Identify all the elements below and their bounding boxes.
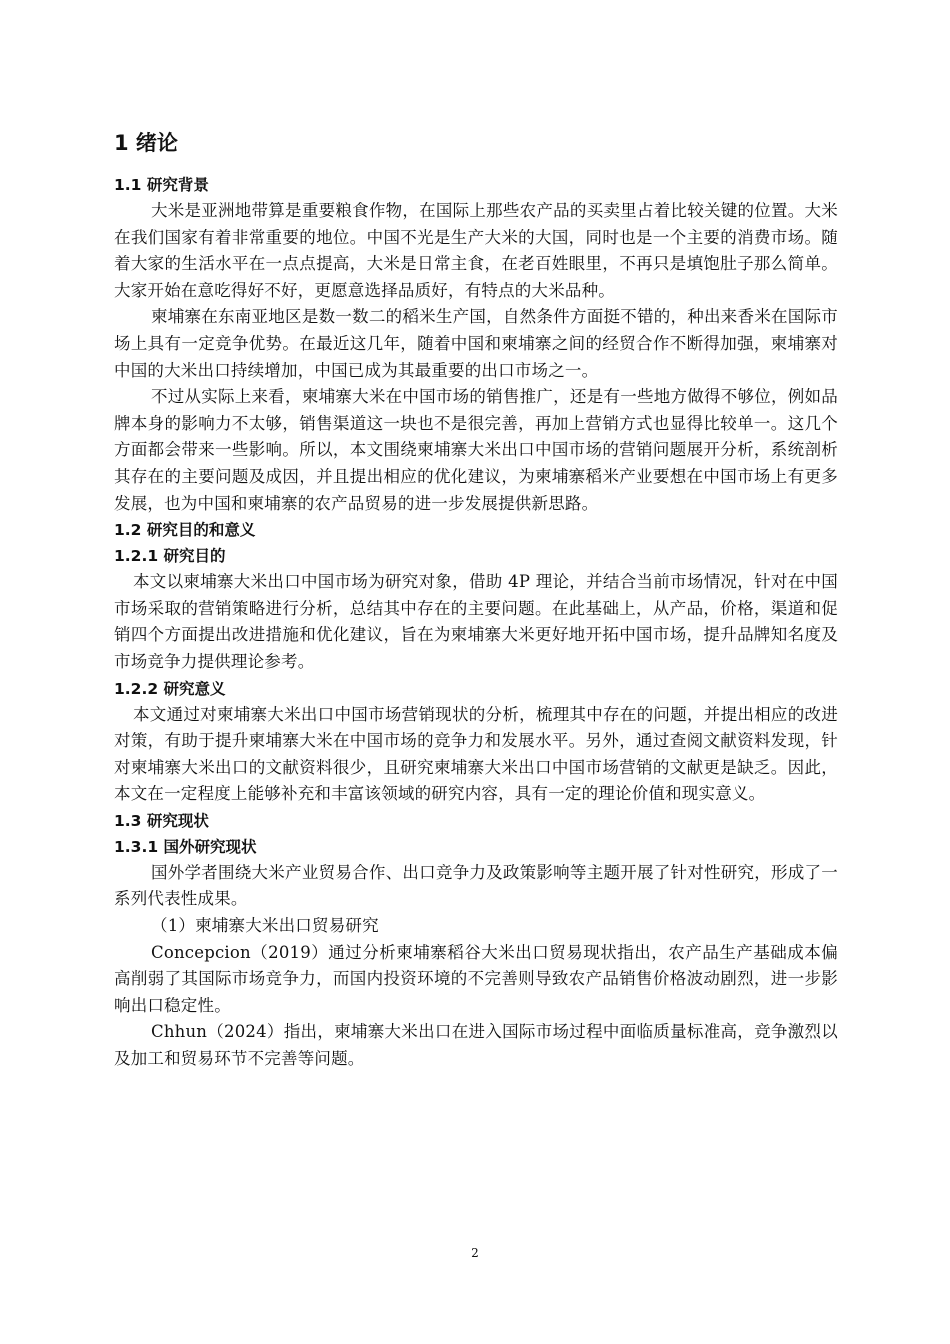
paragraph-background-2: 柬埔寨在东南亚地区是数一数二的稻米生产国，自然条件方面挺不错的，种出来香米在国际市场上具有一定竞争优势。在最近这几年，随着中国和柬埔寨之间的经贸合作不断得加强，柬埔寨对中国的大米出口持续增加，中国已成为其最重要的出口市场之一。 [114, 307, 838, 380]
document-body [114, 172, 838, 1073]
section-heading-1-2-1: 1.2.1 研究目的 [114, 547, 226, 566]
section-heading-1-1: 1.1 研究背景 [114, 176, 209, 194]
section-heading-1-3: 1.3 研究现状 [114, 811, 209, 830]
page-number: 2 [471, 1246, 479, 1260]
section-heading-1-2-2: 1.2.2 研究意义 [114, 679, 226, 698]
paragraph-background-1: 大米是亚洲地带算是重要粮食作物，在国际上那些农产品的买卖里占着比较关键的位置。大米在我们国家有着非常重要的地位。中国不光是生产大米的大国，同时也是一个主要的消费市场。随着大家的生活水平在一点点提高，大米是日常主食，在老百姓眼里，不再只是填饱肚子那么简单。大家开始在意吃得好不好，更愿意选择品质好，有特点的大米品种。 [114, 201, 838, 300]
paragraph-significance: 本文通过对柬埔寨大米出口中国市场营销现状的分析，梳理其中存在的问题，并提出相应的改进对策，有助于提升柬埔寨大米在中国市场的竞争力和发展水平。另外，通过查阅文献资料发现，针对柬埔寨大米出口的文献资料很少，且研究柬埔寨大米出口中国市场营销的文献更是缺乏。因此，本文在一定程度上能够补充和丰富该领域的研究内容，具有一定的理论价值和现实意义。 [114, 704, 838, 804]
section-heading-1-2: 1.2 研究目的和意义 [114, 521, 256, 540]
paragraph-background-3: 不过从实际上来看，柬埔寨大米在中国市场的销售推广，还是有一些地方做得不够位，例如品牌本身的影响力不太够，销售渠道这一块也不是很完善，再加上营销方式也显得比较单一。这几个方面都会带来一些影响。所以，本文围绕柬埔寨大米出口中国市场的营销问题展开分析，系统剖析其存在的主要问题及成因，并且提出相应的优化建议，为柬埔寨稻米产业要想在中国市场上有更多发展，也为中国和柬埔寨的农产品贸易的进一步发展提供新思路。 [114, 387, 838, 513]
section-heading-1-3-1: 1.3.1 国外研究现状 [114, 837, 257, 856]
paragraph-chhun: Chhun（2024）指出，柬埔寨大米出口在进入国际市场过程中面临质量标准高，竞争激烈以及加工和贸易环节不完善等问题。 [114, 1022, 838, 1069]
paragraph-concepcion: Concepcion（2019）通过分析柬埔寨稻谷大米出口贸易现状指出，农产品生产基础成本偏高削弱了其国际市场竞争力，而国内投资环境的不完善则导致农产品销售价格波动剧烈，进一步影响出口稳定性。 [114, 942, 838, 1015]
paragraph-purpose: 本文以柬埔寨大米出口中国市场为研究对象，借助 4P 理论，并结合当前市场情况，针对在中国市场采取的营销策略进行分析，总结其中存在的主要问题。在此基础上，从产品，价格，渠道和促销四个方面提出改进措施和优化建议，旨在为柬埔寨大米更好地开拓中国市场，提升品牌知名度及市场竞争力提供理论参考。 [114, 572, 838, 671]
document-page [114, 0, 838, 1344]
subheading-cambodia-rice-export: （1）柬埔寨大米出口贸易研究 [151, 916, 379, 936]
paragraph-foreign-intro: 国外学者围绕大米产业贸易合作、出口竞争力及政策影响等主题开展了针对性研究，形成了一系列代表性成果。 [114, 862, 838, 909]
chapter-title: 1 绪论 [114, 131, 178, 155]
